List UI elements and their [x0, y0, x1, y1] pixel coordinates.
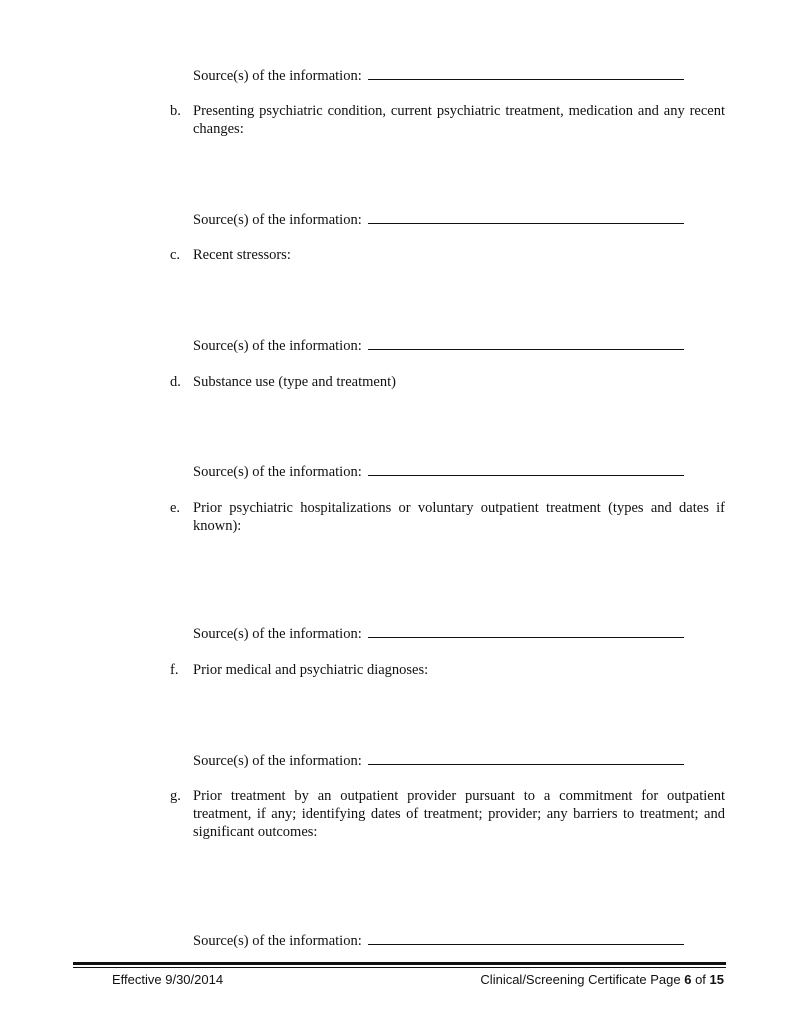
item-text: Prior treatment by an outpatient provider pursuant to a commitment for outpatient treatment, if any; identifying dates of treatment; provider; any barriers to treatment; and significant outcomes:: [193, 788, 725, 840]
page-total: 15: [709, 972, 724, 987]
source-label: Source(s) of the information:: [193, 338, 362, 354]
footer-rule-thick: [73, 962, 726, 965]
item-letter: c.: [170, 247, 181, 263]
source-fill-line[interactable]: [368, 66, 684, 80]
item-c: [170, 246, 725, 264]
page-current: 6: [684, 972, 692, 987]
source-line-f: [193, 751, 684, 770]
certificate-title: Clinical/Screening Certificate Page: [480, 972, 681, 987]
source-fill-line[interactable]: [368, 931, 684, 945]
item-text: Recent stressors:: [193, 247, 291, 263]
source-label: Source(s) of the information:: [193, 464, 362, 480]
item-letter: d.: [170, 374, 181, 390]
source-label: Source(s) of the information:: [193, 933, 362, 949]
item-letter: f.: [170, 662, 179, 678]
source-fill-line[interactable]: [368, 462, 684, 476]
item-text: Prior psychiatric hospitalizations or voluntary outpatient treatment (types and dates if known):: [193, 500, 725, 534]
item-text: Presenting psychiatric condition, current psychiatric treatment, medication and any recent changes:: [193, 103, 725, 137]
item-e: [170, 499, 725, 535]
source-line-e: [193, 624, 684, 643]
item-b: [170, 102, 725, 138]
item-g: [170, 787, 725, 841]
item-letter: e.: [170, 500, 181, 516]
item-letter: g.: [170, 788, 181, 804]
source-line-b: [193, 210, 684, 229]
footer-rule-thin: [73, 967, 726, 968]
source-label: Source(s) of the information:: [193, 626, 362, 642]
item-letter: b.: [170, 103, 181, 119]
effective-date: Effective 9/30/2014: [112, 972, 224, 987]
source-label: Source(s) of the information:: [193, 68, 362, 84]
source-line-c: [193, 336, 684, 355]
source-fill-line[interactable]: [368, 210, 684, 224]
item-f: [170, 661, 725, 679]
item-text: Substance use (type and treatment): [193, 374, 396, 390]
source-fill-line[interactable]: [368, 751, 684, 765]
source-line-g: [193, 931, 684, 950]
source-label: Source(s) of the information:: [193, 753, 362, 769]
page-of: of: [695, 972, 706, 987]
item-text: Prior medical and psychiatric diagnoses:: [193, 662, 429, 678]
source-line-d: [193, 462, 684, 481]
item-d: [170, 373, 725, 391]
source-fill-line[interactable]: [368, 624, 684, 638]
source-fill-line[interactable]: [368, 336, 684, 350]
page-indicator: [480, 972, 724, 987]
source-label: Source(s) of the information:: [193, 212, 362, 228]
source-line-a: [193, 66, 684, 85]
